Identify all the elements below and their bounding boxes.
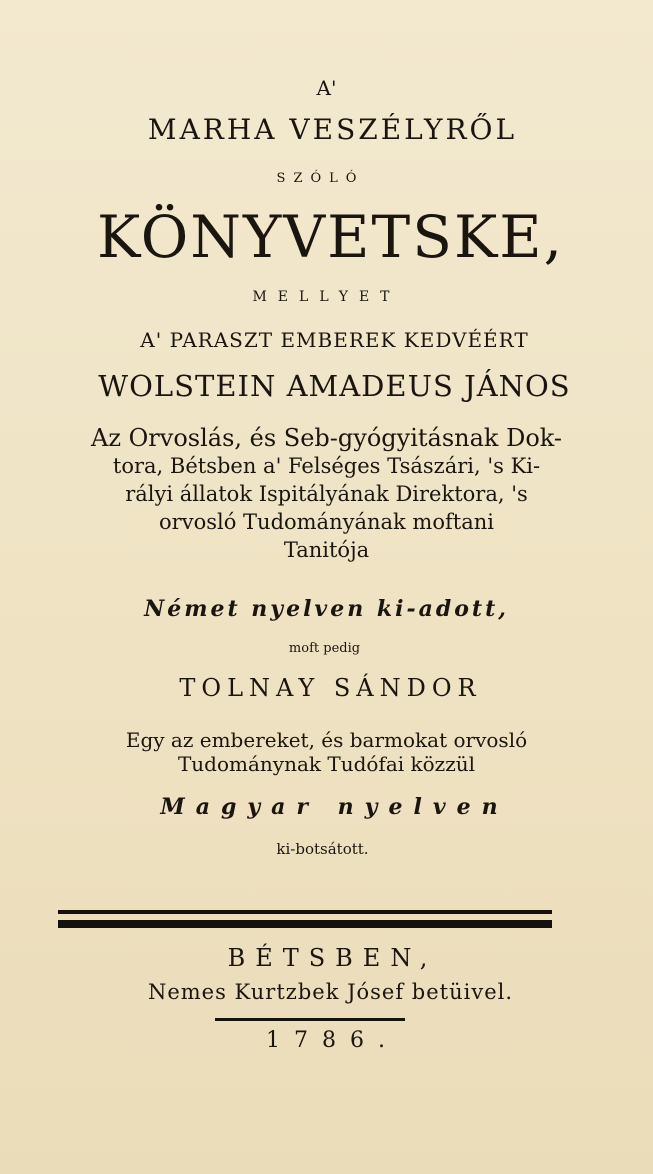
double-rule-top bbox=[58, 910, 552, 914]
printer-line: Nemes Kurtzbek Jósef betüivel. bbox=[147, 980, 514, 1004]
translator-description-line: Egy az embereket, és barmokat orvosló bbox=[125, 728, 528, 752]
a-heading: A' bbox=[316, 76, 337, 100]
double-rule-bottom bbox=[58, 920, 552, 928]
main-title: KÖNYVETSKE, bbox=[96, 203, 565, 271]
city-line: BÉTSBEN, bbox=[227, 944, 438, 972]
author-description-line: Az Orvoslás, és Seb-gyógyitásnak Dok- bbox=[91, 424, 562, 452]
translator-name: TOLNAY SÁNDOR bbox=[179, 674, 482, 702]
ki-botsatott-line: ki-botsátott. bbox=[276, 840, 369, 858]
author-description bbox=[0, 424, 653, 564]
most-pedig-line: moft pedig bbox=[288, 641, 361, 656]
year-line: 1786. bbox=[266, 1028, 399, 1053]
author-description-line: Tanitója bbox=[283, 538, 370, 562]
author-description-line: orvosló Tudományának moftani bbox=[159, 510, 494, 534]
translator-description bbox=[0, 728, 653, 776]
author-description-line: rályi állatok Ispitályának Direktora, 's bbox=[125, 482, 528, 506]
szolo-line: SZÓLÓ bbox=[276, 171, 365, 186]
title-line-1: MARHA VESZÉLYRŐL bbox=[147, 113, 518, 146]
short-rule bbox=[215, 1018, 405, 1021]
translator-description-line: Tudománynak Tudófai közzül bbox=[177, 752, 476, 776]
german-edition-line: Német nyelven ki-adott, bbox=[144, 596, 509, 622]
dedication-line: A' PARASZT EMBEREK KEDVÉÉRT bbox=[140, 328, 529, 352]
author-name: WOLSTEIN AMADEUS JÁNOS bbox=[98, 369, 571, 403]
author-description-line: tora, Bétsben a' Felséges Tsászári, 's Ki- bbox=[112, 454, 541, 478]
mellyet-line: MELLYET bbox=[252, 289, 401, 305]
hungarian-language-line: Magyar nyelven bbox=[160, 794, 509, 820]
